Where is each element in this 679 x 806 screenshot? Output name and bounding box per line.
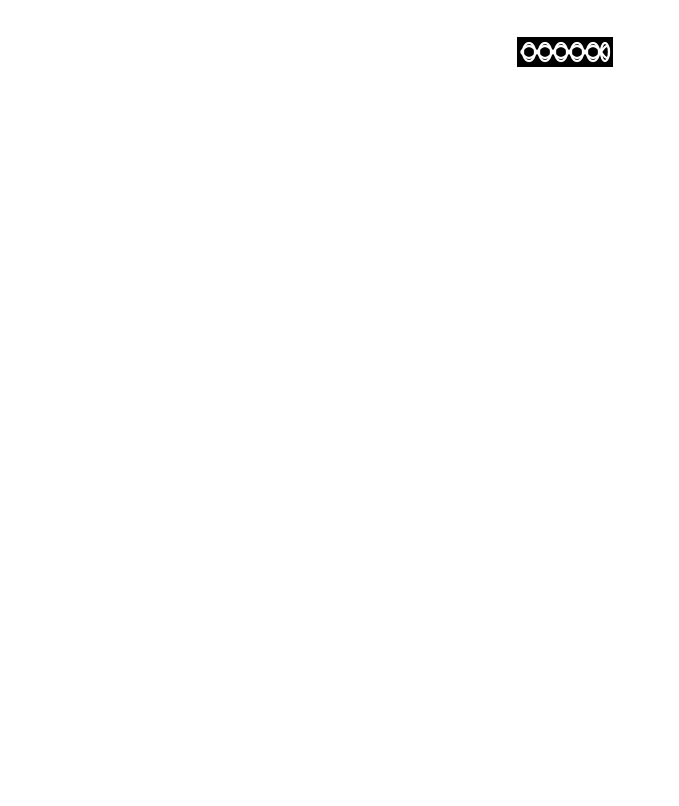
celtic-knot-icon	[517, 37, 613, 67]
article-body	[84, 157, 597, 181]
border-left	[40, 150, 82, 765]
border-bottom	[40, 762, 640, 806]
border-top	[40, 112, 640, 156]
border-right	[598, 150, 640, 765]
